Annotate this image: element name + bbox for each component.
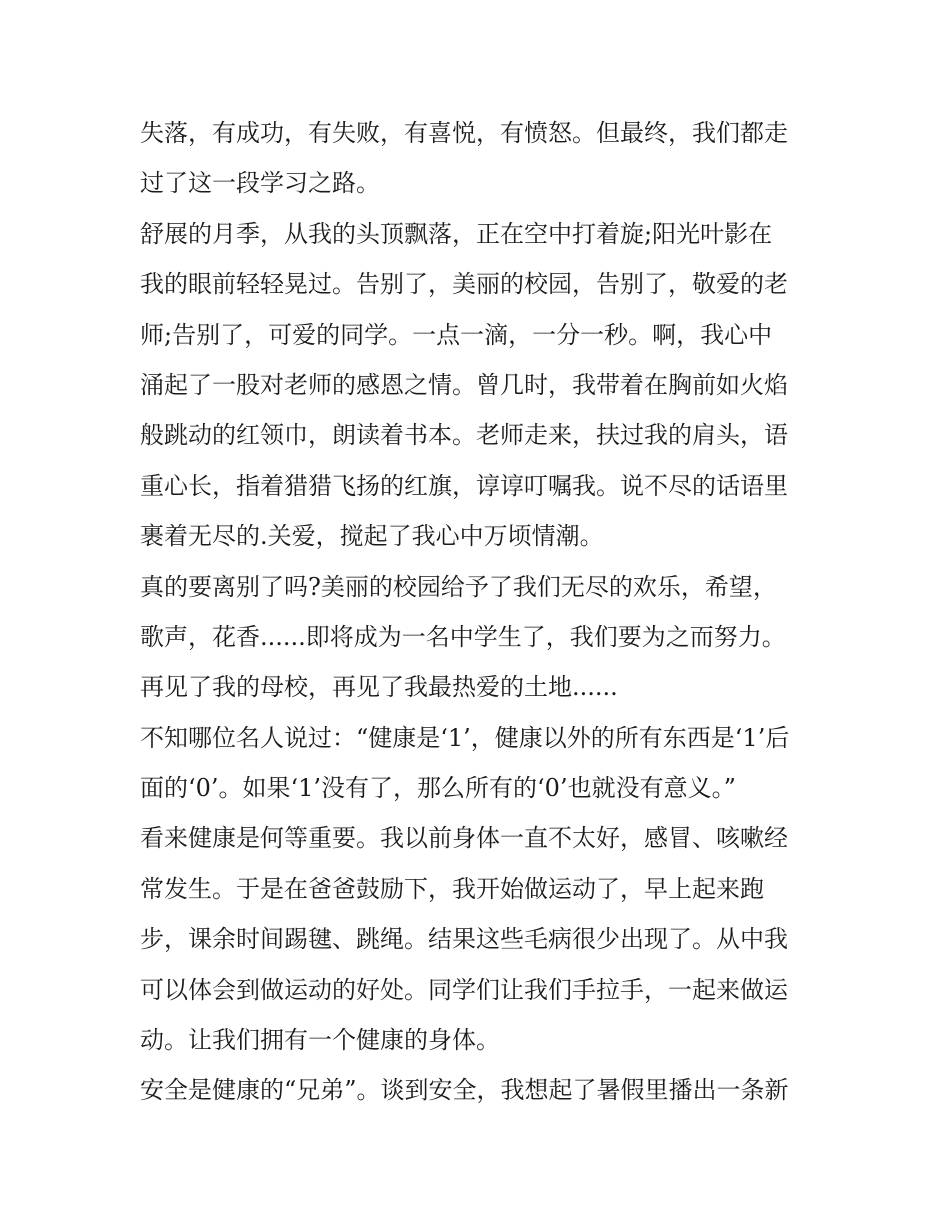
text-line: 舒展的月季，从我的头顶飘落，正在空中打着旋;阳光叶影在 [140,219,773,248]
text-line: 可以体会到做运动的好处。同学们让我们手拉手，一起来做运 [140,975,788,1004]
text-line: 看来健康是何等重要。我以前身体一直不太好，感冒、咳嗽经 [140,824,788,853]
text-line: 我的眼前轻轻晃过。告别了，美丽的校园，告别了，敬爱的老 [140,270,788,299]
text-line: 再见了我的母校，再见了我最热爱的土地...... [140,673,618,702]
text-line: 过了这一段学习之路。 [140,169,380,198]
body-text [140,108,820,1116]
text-line: 般跳动的红领巾，朗读着书本。老师走来，扶过我的肩头，语 [140,421,788,450]
text-line: 涌起了一股对老师的感恩之情。曾几时，我带着在胸前如火焰 [140,370,788,399]
text-line: 安全是健康的“兄弟”。谈到安全，我想起了暑假里播出一条新 [140,1076,789,1105]
text-line: 失落，有成功，有失败，有喜悦，有愤怒。但最终，我们都走 [140,119,788,147]
text-line: 师;告别了，可爱的同学。一点一滴，一分一秒。啊，我心中 [140,320,773,349]
text-line: 不知哪位名人说过：“健康是‘1’，健康以外的所有东西是‘1’后 [140,723,790,752]
text-line: 步，课余时间踢毽、跳绳。结果这些毛病很少出现了。从中我 [140,925,788,954]
text-line: 动。让我们拥有一个健康的身体。 [140,1026,500,1055]
text-line: 歌声，花香......即将成为一名中学生了，我们要为之而努力。 [140,622,786,651]
text-line: 面的‘0’。如果‘1’没有了，那么所有的‘0’也就没有意义。” [140,774,736,803]
text-line: 常发生。于是在爸爸鼓励下，我开始做运动了，早上起来跑 [140,874,764,903]
text-line: 真的要离别了吗?美丽的校园给予了我们无尽的欢乐，希望， [140,572,777,601]
text-line: 裹着无尽的.关爱，搅起了我心中万顷情潮。 [140,522,604,551]
text-line: 重心长，指着猎猎飞扬的红旗，谆谆叮嘱我。说不尽的话语里 [140,471,788,500]
